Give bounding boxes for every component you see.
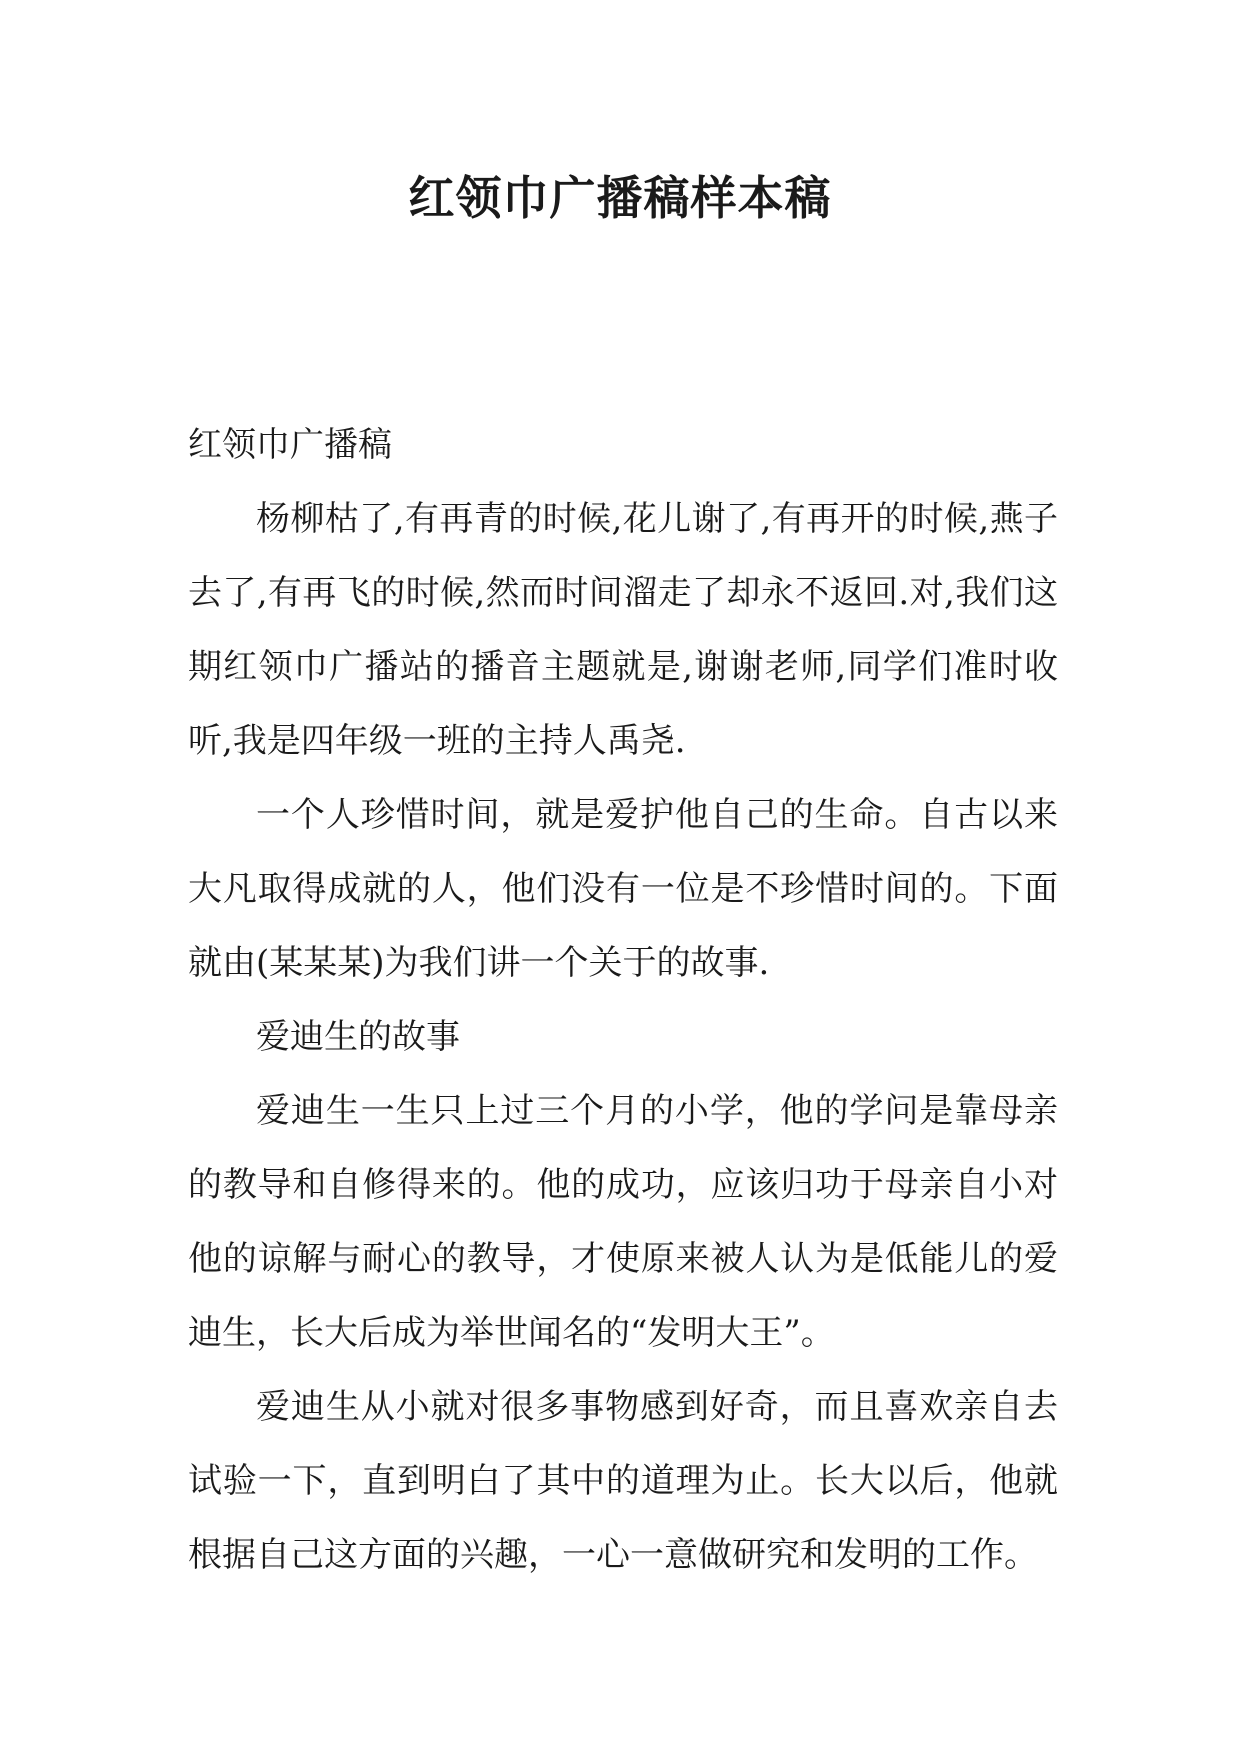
document-body	[188, 408, 1058, 1592]
story-heading: 爱迪生的故事	[256, 1017, 460, 1057]
paragraph-edison-2: 爱迪生从小就对很多事物感到好奇，而且喜欢亲自去试验一下，直到明白了其中的道理为止。长大以后，他就根据自己这方面的兴趣，一心一意做研究和发明的工作。	[188, 1387, 1058, 1575]
paragraph-edison-1: 爱迪生一生只上过三个月的小学，他的学问是靠母亲的教导和自修得来的。他的成功，应该归功于母亲自小对他的谅解与耐心的教导，才使原来被人认为是低能儿的爱迪生，长大后成为举世闻名的“发明大王”。	[188, 1091, 1058, 1353]
document-title: 红领巾广播稿样本稿	[408, 171, 832, 225]
paragraph-time: 一个人珍惜时间，就是爱护他自己的生命。自古以来大凡取得成就的人，他们没有一位是不珍惜时间的。下面就由(某某某)为我们讲一个关于的故事.	[188, 795, 1058, 983]
section-heading: 红领巾广播稿	[188, 425, 392, 465]
paragraph-intro: 杨柳枯了,有再青的时候,花儿谢了,有再开的时候,燕子去了,有再飞的时候,然而时间溜走了却永不返回.对,我们这期红领巾广播站的播音主题就是,谢谢老师,同学们准时收听,我是四年级一班的主持人禹尧.	[188, 499, 1058, 761]
